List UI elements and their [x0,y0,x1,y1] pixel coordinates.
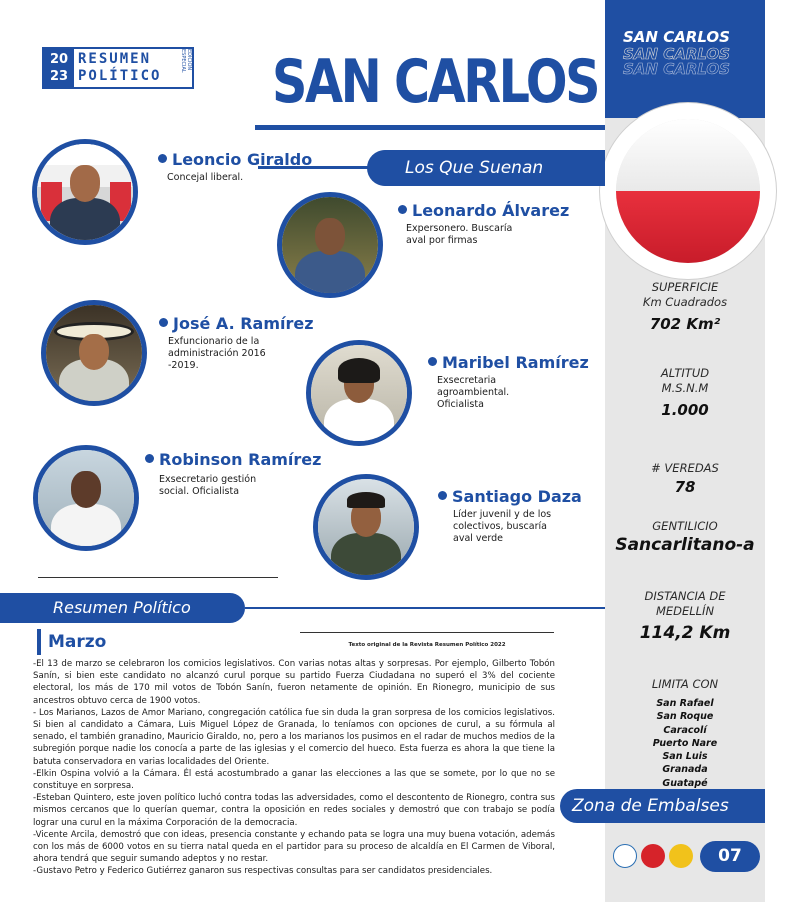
person-photo [41,300,147,406]
person-description: Exsecretaria agroambiental. Oficialista [437,375,510,410]
stat-value: 702 Km² [649,315,721,333]
stat-superficie [605,280,765,334]
stat-altitud [605,366,765,420]
zone-banner: Zona de Embalses [560,789,765,823]
limit-item: Puerto Nare [652,737,718,749]
logo-line1: RESUMEN [78,51,152,67]
article-paragraph: -Gustavo Petro y Federico Gutiérrez ganaron sus respectivas consultas para ser candidatos presidenciales. [33,866,493,877]
stat-sublabel: MEDELLÍN [655,604,715,618]
logo-year-top: 20 [49,52,69,67]
person-photo [306,340,412,446]
limit-item: Guatapé [662,777,708,789]
article-body [33,658,555,878]
stat-value: 114,2 Km [639,623,731,643]
source-note: Texto original de la Revista Resumen Político 2022 [348,642,506,648]
divider [38,577,278,578]
article-paragraph: -Vicente Arcila, demostró que con ideas, presencia constante y echando pata se logra una muy buena votación, además con los más de 6000 votos en su tierra natal queda en el partidor para su proceso de alcaldía en El Carmen de Viboral, ahora tendrá que seguir sumando adeptos y no restar. [33,829,555,865]
person-description: Exsecretario gestión social. Oficialista [159,474,257,497]
stat-veredas [605,461,765,497]
tagline-banner: Los Que Suenan [367,150,605,186]
stat-value: 78 [674,478,696,496]
source-divider [300,632,554,633]
article-paragraph: -El 13 de marzo se celebraron los comicios legislativos. Con varias notas altas y sorpresas. Por ejemplo, Gilberto Tobón Sanín, si bien este candidato no alcanzó curul porque su partido Fuerza Ciudadana no superó el 3% del cociente electoral, los más de 170 mil votos de Tobón Sanín, fueron netamente de opinión. En Rionegro, municipio de sus ancestros obtuvo cerca de 1900 votos. [33,659,555,706]
stat-label: DISTANCIA DE [644,589,726,603]
partner-logo-icon [613,844,637,868]
limit-item: Granada [662,764,708,776]
person-photo [313,474,419,580]
limits-section [605,677,765,790]
section-line [245,607,605,609]
stat-label: ALTITUD [660,366,710,380]
limit-item: San Roque [656,711,714,723]
stat-label: # VEREDAS [651,461,719,475]
person-description: Concejal liberal. [167,172,244,183]
page-title: SAN CARLOS [272,47,599,117]
stat-label: GENTILICIO [652,519,718,533]
resumen-politico-logo [42,47,194,89]
article-paragraph: -Esteban Quintero, este joven político luchó contra todas las adversidades, como el descontento de Rionegro, contra sus mismos cercanos que lo querían quemar, contra la oposición en redes sociales y demostró que con trabajo se podía lograr una curul en la máxima Corporación de la democracia. [33,793,555,828]
stat-gentilicio [605,519,765,555]
month-marker [37,629,41,655]
stat-label: SUPERFICIE [651,280,719,294]
person-photo [33,445,139,551]
logo-line2: POLÍTICO [78,68,162,84]
person-name: José A. Ramírez [159,314,314,334]
logo-tiny-text: EDICIÓN ESPECIAL [180,49,192,73]
sidebar-heading: SAN CARLOS [623,28,730,46]
person-description: Exfuncionario de la administración 2016 -2019. [168,336,266,371]
limit-item: San Rafael [656,698,714,709]
person-description: Líder juvenil y de los colectivos, buscaría aval verde [453,509,552,544]
limit-item: Caracolí [663,724,707,736]
municipal-flag [616,119,760,263]
person-description: Expersonero. Buscaría aval por firmas [406,223,513,246]
limits-list [605,697,765,790]
logo-year-bottom: 23 [49,69,69,84]
person-name: Santiago Daza [438,487,582,507]
sidebar-header [605,0,765,118]
person-photo [277,192,383,298]
page-number: 07 [700,841,760,872]
person-name: Maribel Ramírez [428,353,589,373]
sidebar-heading-echo: SAN CARLOS [623,60,730,78]
stat-distancia [605,589,765,643]
person-name: Robinson Ramírez [145,450,321,470]
stat-sublabel: M.S.N.M [661,381,709,395]
footer-partner-logos [613,842,695,870]
stat-sublabel: Km Cuadrados [642,295,728,309]
person-name: Leonardo Álvarez [398,201,569,221]
stat-value: 1.000 [661,401,709,419]
sidebar-heading-echo: SAN CARLOS [623,45,730,63]
limit-item: San Luis [662,751,708,763]
section-heading: Resumen Político [0,593,245,623]
partner-logo-icon [641,844,665,868]
title-underline [255,125,605,130]
stat-value: Sancarlitano-a [615,535,755,555]
partner-logo-icon [669,844,693,868]
article-paragraph: - Los Marianos, Lazos de Amor Mariano, congregación católica fue sin duda la gran sorpresa de los comicios legislativos. Si bien al candidato a Cámara, Luis Miguel López de Granada, lo teníamos con opciones de curul, a su fórmula al senado, el también granadino, Mauricio Giraldo, no, pero a los marianos los pusimos en el radar de muchos medios de la subregión porque nadie los conocía a parte de las iglesias y el comercio del hueco. Esta fuerza es ahora la que tiene la batuta conservadora en varias localidades del Oriente. [33,707,555,767]
article-paragraph: -Elkin Ospina volvió a la Cámara. Él está acostumbrado a ganar las elecciones a las que se somete, por lo que no se constituye en sorpresa. [33,768,555,792]
month-heading: Marzo [48,632,107,652]
person-photo [32,139,138,245]
limits-label: LIMITA CON [651,677,719,691]
person-name: Leoncio Giraldo [158,150,312,170]
